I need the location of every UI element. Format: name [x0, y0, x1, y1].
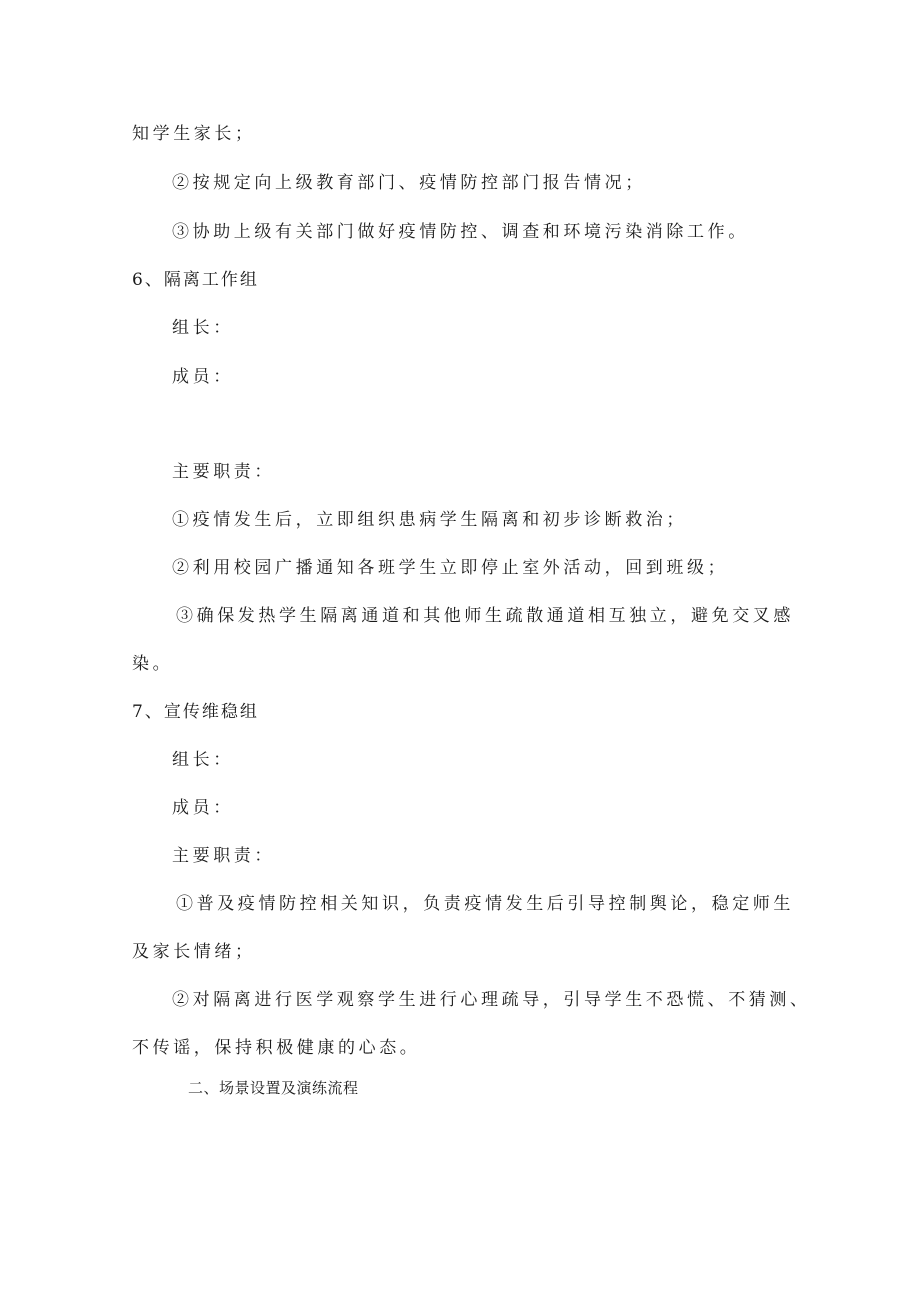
text-line: 染。: [132, 654, 174, 674]
text-line: ①疫情发生后，立即组织患病学生隔离和初步诊断救治；: [172, 510, 687, 530]
text-line: ②按规定向上级教育部门、疫情防控部门报告情况；: [172, 173, 646, 193]
duties-label: 主要职责：: [172, 846, 275, 866]
chapter-heading: 二、场景设置及演练流程: [188, 1079, 359, 1097]
text-line: ③确保发热学生隔离通道和其他师生疏散通道相互独立，避免交叉感: [176, 606, 794, 626]
text-line: 及家长情绪；: [132, 942, 256, 962]
text-line: 知学生家长；: [132, 124, 256, 144]
text-line: ②对隔离进行医学观察学生进行心理疏导，引导学生不恐慌、不猜测、: [172, 990, 811, 1010]
text-line: 不传谣，保持积极健康的心态。: [132, 1038, 421, 1058]
group-leader-label: 组长：: [172, 318, 234, 338]
section-heading: 6、隔离工作组: [132, 270, 259, 290]
text-line: ③协助上级有关部门做好疫情防控、调查和环境污染消除工作。: [172, 222, 749, 242]
group-members-label: 成员：: [172, 367, 234, 387]
text-line: ①普及疫情防控相关知识，负责疫情发生后引导控制舆论，稳定师生: [176, 894, 794, 914]
duties-label: 主要职责：: [172, 462, 275, 482]
group-members-label: 成员：: [172, 798, 234, 818]
text-line: ②利用校园广播通知各班学生立即停止室外活动，回到班级；: [172, 558, 729, 578]
group-leader-label: 组长：: [172, 750, 234, 770]
section-heading: 7、宣传维稳组: [132, 702, 259, 722]
